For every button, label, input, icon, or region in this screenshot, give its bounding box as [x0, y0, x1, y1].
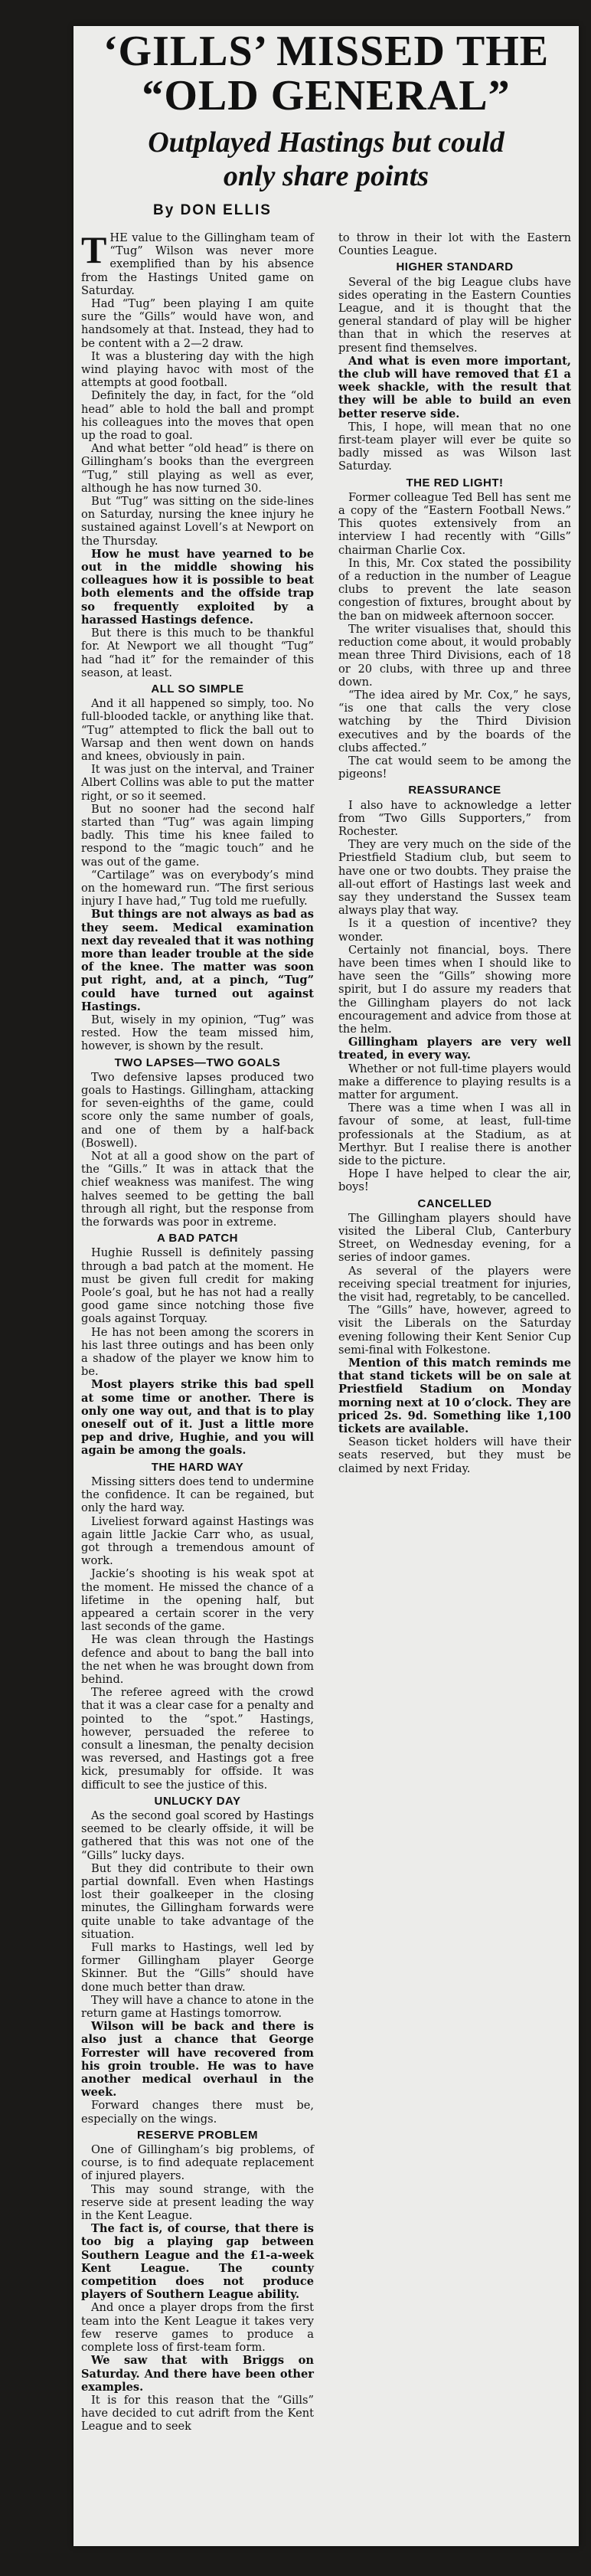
bold-paragraph: But things are not always as bad as they seem. Medical examination next day revealed that it was nothing more than leader trouble at the side of the knee. The matter was soon put right, and, at a pinch, “Tug” could have turned out against Hastings.	[81, 908, 314, 1013]
paragraph: But, wisely in my opinion, “Tug” was rested. How the team missed him, however, is shown by the result.	[81, 1013, 314, 1053]
section-heading: UNLUCKY DAY	[154, 1794, 241, 1808]
paragraph: I also have to acknowledge a letter from “Two Gills Supporters,” from Rochester.	[338, 798, 571, 838]
paragraph: They will have a chance to atone in the return game at Hastings tomorrow.	[81, 1993, 314, 2021]
section-heading: A BAD PATCH	[156, 1232, 239, 1245]
section-heading: THE RED LIGHT!	[406, 476, 504, 489]
paragraph: And once a player drops from the first team into the Kent League it takes very few reserve games to produce a complete loss of first-team form.	[81, 2301, 314, 2355]
paragraph: Missing sitters does tend to undermine the confidence. It can be regained, but only the hard way.	[81, 1475, 314, 1515]
paragraph: Had “Tug” been playing I am quite sure the “Gills” would have won, and handsomely at that. Instead, they had to be content with a 2—2 draw.	[81, 297, 314, 350]
paragraph: Jackie’s shooting is his weak spot at the moment. He missed the chance of a lifetime in the opening half, but appeared a certain scorer in the very last seconds of the game.	[81, 1567, 314, 1634]
paragraph: As the second goal scored by Hastings seemed to be clearly offside, it will be gathered that this was not one of the “Gills” lucky days.	[81, 1808, 314, 1862]
bold-paragraph: The fact is, of course, that there is too big a playing gap between Southern League and the £1-a-week Kent League. The county competition does not produce players of Southern League ability.	[81, 2222, 314, 2302]
paragraph: “The idea aired by Mr. Cox,” he says, “is one that calls the very close watching by the Third Division executives and by the boards of the clubs affected.”	[338, 688, 571, 754]
paragraph: Hughie Russell is definitely passing through a bad patch at the moment. He must be given full credit for making Poole’s goal, but he has not had a really good game since notching those five goals against Torquay.	[81, 1246, 314, 1326]
paragraph: But “Tug” was sitting on the side-lines on Saturday, nursing the knee injury he sustained against Lovell’s at Newport on the Thursday.	[81, 495, 314, 548]
lead-text: HE value to the Gillingham team of “Tug” Wilson was never more exemplified than by his absence from the Hastings United game on Saturday.	[81, 231, 314, 297]
paragraph: Season ticket holders will have their seats reserved, but they must be claimed by next Friday.	[338, 1435, 571, 1475]
article-body	[81, 228, 571, 2434]
paragraph: Full marks to Hastings, well led by former Gillingham player George Skinner. But the “Gills” should have done much better than draw.	[81, 1941, 314, 1994]
paragraph: Several of the big League clubs have sides operating in the Eastern Counties League, and it is thought that the general standard of play will be higher than that in which the reserves at present find themselves.	[338, 275, 571, 355]
paragraph: In this, Mr. Cox stated the possibility of a reduction in the number of League clubs to prevent the late season congestion of fixtures, brought about by the ban on midweek afternoon soccer.	[338, 556, 571, 623]
paragraph: Is it a question of incentive? they wonder.	[338, 917, 571, 944]
paragraph: Certainly not financial, boys. There have been times when I should like to have seen the “Gills” showing more spirit, but I do assure my readers that the Gillingham players do not lack encouragement and advice from those at the helm.	[338, 943, 571, 1036]
paragraph: Not at all a good show on the part of the “Gills.” It was in attack that the chief weakness was manifest. The wing halves seemed to be getting the ball through all right, but the response from the forwards was poor in extreme.	[81, 1150, 314, 1229]
paragraph: It was just on the interval, and Trainer Albert Collins was able to put the matter right, or so it seemed.	[81, 763, 314, 803]
paragraph: They are very much on the side of the Priestfield Stadium club, but seem to have one or two doubts. They praise the all-out effort of Hastings last week and say they understand the Sussex team always play that way.	[338, 838, 571, 918]
paragraph: It is for this reason that the “Gills” have decided to cut adrift from the Kent League and to seek	[81, 2393, 314, 2434]
bold-paragraph: Mention of this match reminds me that stand tickets will be on sale at Priestfield Stadium on Monday morning next at 10 o’clock. They are priced 2s. 9d. Something like 1,100 tickets are available.	[338, 1357, 571, 1436]
paragraph: Whether or not full-time players would make a difference to playing results is a matter for argument.	[338, 1062, 571, 1101]
paragraph: Forward changes there must be, especially on the wings.	[81, 2099, 314, 2126]
bold-paragraph: Gillingham players are very well treated, in every way.	[338, 1036, 571, 1062]
paragraph: Liveliest forward against Hastings was again little Jackie Carr who, as usual, got through a tremendous amount of work.	[81, 1514, 314, 1568]
section-heading: THE HARD WAY	[151, 1460, 244, 1474]
paragraph: Definitely the day, in fact, for the “old head” able to hold the ball and prompt his colleagues into the moves that open up the road to goal.	[81, 389, 314, 443]
paragraph: This, I hope, will mean that no one first-team player will ever be quite so badly missed as was Wilson last Saturday.	[338, 420, 571, 473]
paragraph	[338, 231, 571, 257]
section-heading: CANCELLED	[417, 1196, 492, 1210]
paragraph: One of Gillingham’s big problems, of course, is to find adequate replacement of injured players.	[81, 2143, 314, 2183]
paragraph: Former colleague Ted Bell has sent me a copy of the “Eastern Football News.” This quotes extensively from an interview I had recently with “Gills” chairman Charlie Cox.	[338, 490, 571, 557]
paragraph: The referee agreed with the crowd that it was a clear case for a penalty and pointed to the “spot.” Hastings, however, persuaded the referee to consult a linesman, the penalty decision was reversed, and Hastings got a free kick, presumably for offside. It was difficult to see the justice of this.	[81, 1686, 314, 1792]
paragraph: But there is this much to be thankful for. At Newport we all thought “Tug” had “had it” for the remainder of this season, at least.	[81, 627, 314, 679]
section-heading: HIGHER STANDARD	[396, 260, 514, 274]
headline-line-2: “OLD GENERAL”	[142, 72, 511, 119]
right-column	[338, 231, 571, 2434]
paragraph: It was a blustering day with the high wind playing havoc with most of the attempts at good football.	[81, 349, 314, 390]
byline: By DON ELLIS	[153, 202, 272, 218]
paragraph: But they did contribute to their own partial downfall. Even when Hastings lost their goalkeeper in the closing minutes, the Gillingham forwards were quite unable to take advantage of the situation.	[81, 1861, 314, 1941]
newspaper-clipping	[73, 26, 579, 2546]
paragraph: The Gillingham players should have visited the Liberal Club, Canterbury Street, on Wednesday evening, for a series of indoor games.	[338, 1211, 571, 1265]
drop-cap: T	[81, 228, 107, 271]
paragraph: Hope I have helped to clear the air, boys!	[338, 1167, 571, 1194]
bold-paragraph: And what is even more important, the club will have removed that £1 a week shackle, with the result that they will be able to build an even better reserve side.	[338, 354, 571, 421]
paragraph: The “Gills” have, however, agreed to visit the Liberals on the Saturday evening following their Kent Senior Cup semi-final with Folkestone.	[338, 1304, 571, 1357]
paragraph: He was clean through the Hastings defence and about to bang the ball into the net when he was brought down from behind.	[81, 1633, 314, 1686]
paragraph: There was a time when I was all in favour of some, at least, full-time professionals at the Stadium, as at Merthyr. But I realise there is another side to the picture.	[338, 1101, 571, 1168]
paragraph: “Cartilage” was on everybody’s mind on the homeward run. “The first serious injury I have had,” Tug told me ruefully.	[81, 868, 314, 908]
bold-paragraph: Wilson will be back and there is also just a chance that George Forrester will have recovered from his groin trouble. He was to have another medical overhaul in the week.	[81, 2020, 314, 2100]
subhead-line-1: Outplayed Hastings but could	[148, 126, 504, 159]
bold-paragraph: We saw that with Briggs on Saturday. And there have been other examples.	[81, 2354, 314, 2394]
subhead-line-2: only share points	[223, 160, 429, 192]
subheadline	[73, 126, 579, 193]
paragraph	[81, 228, 314, 297]
paragraph: As several of the players were receiving special treatment for injuries, the visit had, regretably, to be cancelled.	[338, 1264, 571, 1304]
bold-paragraph: How he must have yearned to be out in the middle showing his colleagues how it is possible to beat both elements and the offside trap so frequently exploited by a harassed Hastings defence.	[81, 547, 314, 627]
paragraph: And it all happened so simply, too. No full-blooded tackle, or anything like that. “Tug” attempted to flick the ball out to Warsap and then went down on hands and knees, obviously in pain.	[81, 697, 314, 763]
paragraph: This may sound strange, with the reserve side at present leading the way in the Kent League.	[81, 2182, 314, 2223]
section-heading: TWO LAPSES—TWO GOALS	[114, 1056, 281, 1069]
section-heading: REASSURANCE	[408, 784, 501, 797]
section-heading: ALL SO SIMPLE	[151, 682, 244, 696]
paragraph: But no sooner had the second half started than “Tug” was again limping badly. This time his knee failed to respond to the “magic touch” and he was out of the game.	[81, 802, 314, 869]
paragraph: The cat would seem to be among the pigeons!	[338, 754, 571, 781]
paragraph: The writer visualises that, should this reduction come about, it would probably mean three Third Divisions, each of 18 or 20 clubs, with three up and three down.	[338, 622, 571, 689]
section-heading: RESERVE PROBLEM	[136, 2128, 259, 2142]
paragraph: And what better “old head” is there on Gillingham’s books than the evergreen “Tug,” still playing as well as ever, although he has now turned 30.	[81, 442, 314, 495]
paragraph: Two defensive lapses produced two goals to Hastings. Gillingham, attacking for seven-eighths of the game, could score only the same number of goals, and one of them by a half-back (Boswell).	[81, 1070, 314, 1150]
left-column	[81, 228, 314, 2434]
bold-paragraph: Most players strike this bad spell at some time or another. There is only one way out, and that is to play oneself out of it. Just a little more pep and drive, Hughie, and you will again be among the goals.	[81, 1378, 314, 1458]
paragraph: He has not been among the scorers in his last three outings and has been only a shadow of the player we know him to be.	[81, 1325, 314, 1379]
headline-line-1: ‘GILLS’ MISSED THE	[103, 28, 550, 75]
lead-text: to throw in their lot with the Eastern Counties League.	[338, 231, 571, 258]
